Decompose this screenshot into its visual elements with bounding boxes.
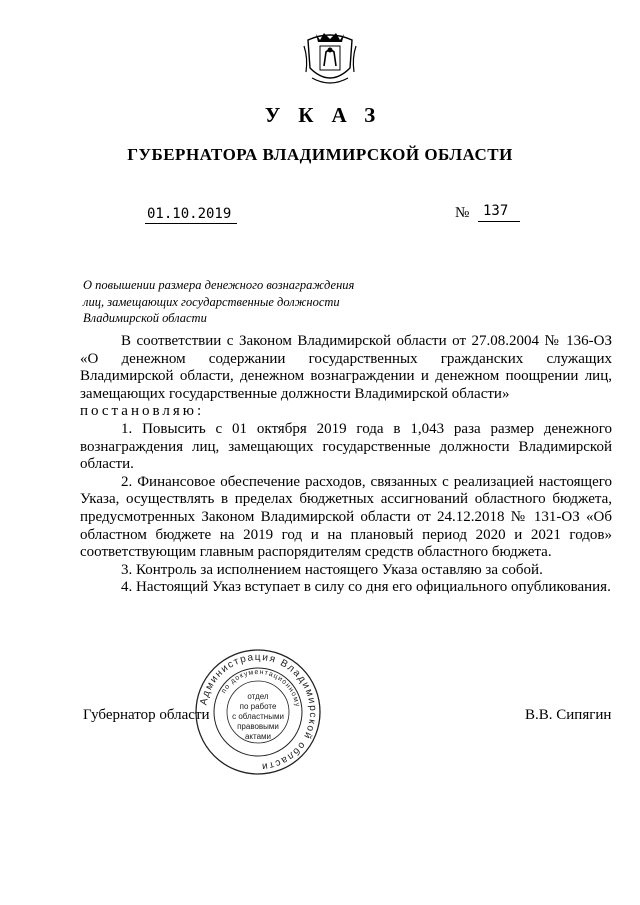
document-date: 01.10.2019 (145, 206, 237, 224)
stamp-center-line: правовыми (237, 722, 279, 731)
subject-line: О повышении размера денежного вознаграждения (83, 278, 355, 292)
stamp-center-line: актами (244, 732, 272, 741)
preamble-paragraph: В соответствии с Законом Владимирской области от 27.08.2004 № 136-ОЗ «О денежном содержании государственных гражданских служащих Владимирской области, денежном вознаграждении и денежном поощрении лиц, замещающих государственные должности Владимирской области» (80, 333, 612, 402)
document-number: 137 (478, 203, 520, 222)
subject-line: Владимирской области (83, 311, 207, 325)
issuer-heading: ГУБЕРНАТОРА ВЛАДИМИРСКОЙ ОБЛАСТИ (127, 145, 513, 164)
clause-paragraph: 4. Настоящий Указ вступает в силу со дня его официального опубликования. (121, 579, 611, 596)
stamp-center-text (210, 692, 306, 742)
stamp-center-line: с областными (232, 712, 284, 721)
stamp-center-line: отдел (247, 692, 269, 701)
clause-paragraph: 1. Повысить с 01 октября 2019 года в 1,043 раза размер денежного вознаграждения лиц, замещающих государственные должности Владимирской области. (80, 420, 612, 473)
decree-word: постановляю: (80, 403, 205, 420)
signer-name: В.В. Сипягин (525, 707, 612, 723)
subject-line: лиц, замещающих государственные должности (83, 294, 340, 309)
stamp-outer-text: Администрация Владимирской области (198, 651, 319, 773)
number-label: № (455, 205, 470, 221)
document-body (80, 333, 612, 597)
clause-paragraph: 3. Контроль за исполнением настоящего Указа оставляю за собой. (121, 561, 543, 578)
coat-of-arms-emblem (302, 28, 358, 90)
stamp-center-line: по работе (239, 702, 277, 711)
stamp-inner-text: по документационному (220, 668, 301, 708)
signer-title: Губернатор области (83, 707, 210, 723)
clause-paragraph: 2. Финансовое обеспечение расходов, связанных с реализацией настоящего Указа, осуществлять в пределах бюджетных ассигнований областного бюджета, предусмотренных Законом Владимирской области от 24.12.2018 № 131-ОЗ «Об областном бюджете на 2019 год и на плановый период 2020 и 2021 годов» соответствующим главным распорядителям средств областного бюджета. (80, 473, 612, 561)
document-type-heading: УКАЗ (264, 103, 394, 127)
document-subject (83, 277, 413, 327)
